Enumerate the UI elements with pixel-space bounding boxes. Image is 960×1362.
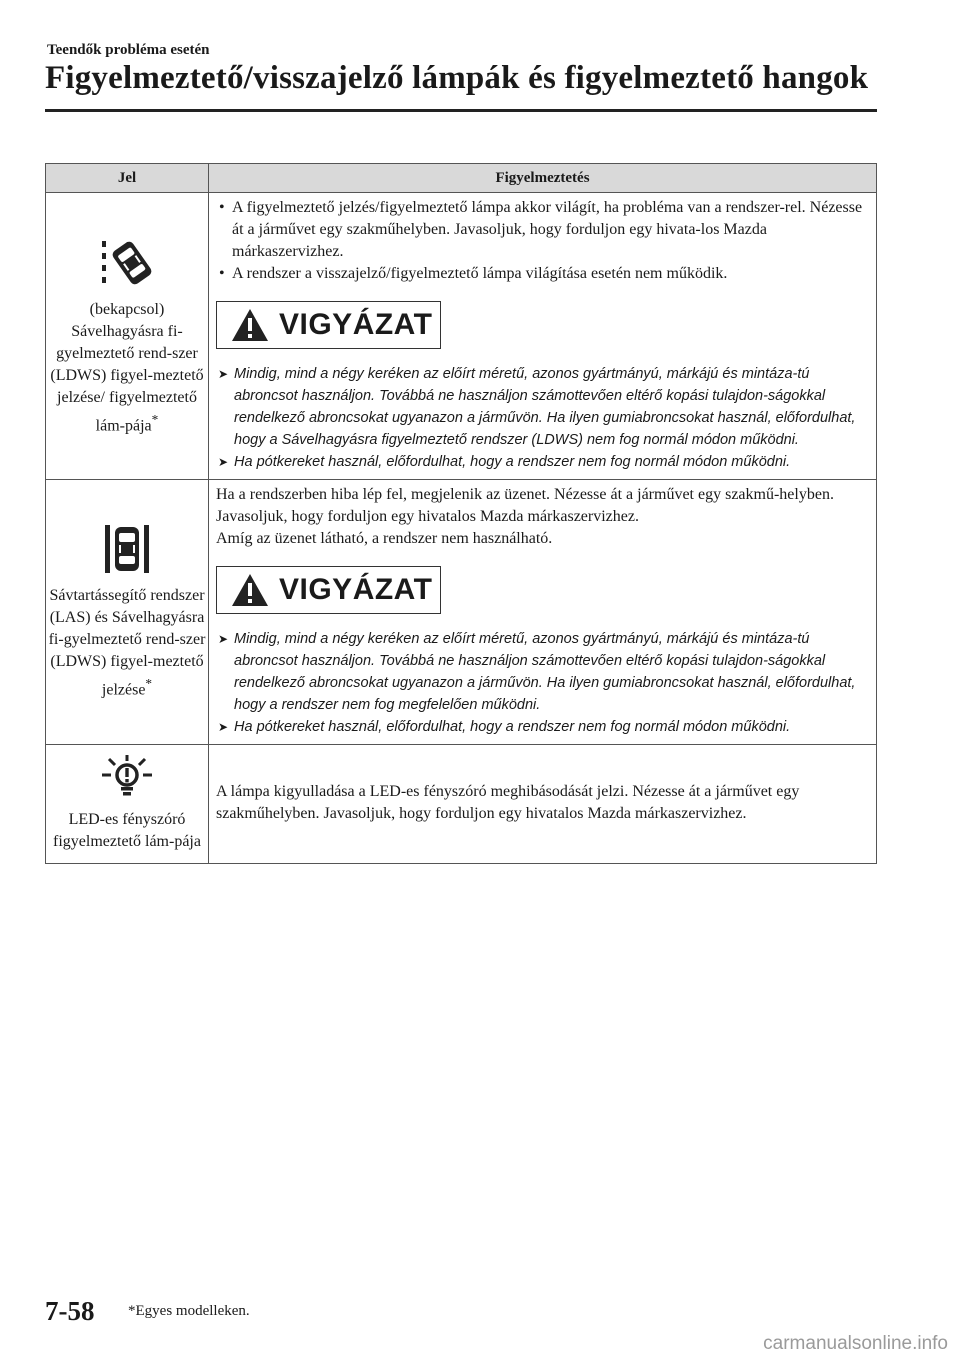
column-header-symbol: Jel <box>46 164 209 193</box>
list-item: • A rendszer a visszajelző/figyelmeztető lámpa világítása esetén nem működik. <box>219 265 728 282</box>
caution-item: ➤ Mindig, mind a négy keréken az előírt méretű, azonos gyártmányú, márkájú és mintáza-tú abroncsot használjon. Továbbá ne használjon számottevően eltérő kopási tulajdon-ságokkal rendelkező abroncsokat ugyanazon a járművön. Ha ilyen gumiabroncsokat használ, előfordulhat, hogy a Sávelhagyásra figyelmeztető rendszer (LDWS) nem fog normál módon működni. <box>218 366 856 448</box>
symbol-label: Sávtartássegítő rendszer (LAS) és Sávelhagyásra fi-gyelmeztető rend-szer (LDWS) figyel-meztető jelzése* <box>48 586 206 699</box>
page-title: Figyelmeztető/visszajelző lámpák és figyelmeztető hangok <box>45 60 869 96</box>
column-header-warning: Figyelmeztetés <box>209 164 877 193</box>
footnote: *Egyes modelleken. <box>128 1303 250 1319</box>
list-item: • A figyelmeztető jelzés/figyelmeztető lámpa akkor világít, ha probléma van a rendszer-rel. Nézesse át a járművet egy szakműhelyben. Javasoljuk, hogy forduljon egy hivata-los Mazda márkaszervizhez. <box>219 199 863 260</box>
caution-box <box>216 301 441 349</box>
table-header-row <box>46 164 877 193</box>
led-headlight-warning-icon <box>99 755 155 799</box>
symbol-label: (bekapcsol) Sávelhagyásra fi-gyelmeztető rend-szer (LDWS) figyel-meztető jelzése/ figyelmeztető lám-pája* <box>50 300 204 435</box>
page-number: 7-58 <box>45 1296 95 1326</box>
symbol-cell <box>46 193 209 480</box>
table-row <box>46 480 877 745</box>
caution-label: VIGYÁZAT <box>279 308 433 341</box>
title-rule <box>45 109 877 112</box>
description-paragraph: Ha a rendszerben hiba lép fel, megjelenik az üzenet. Nézesse át a járművet egy szakmű-helyben. Javasoljuk, hogy forduljon egy hivatalos Mazda márkaszervizhez. <box>216 486 834 525</box>
warning-cell <box>209 193 877 480</box>
warning-cell <box>209 480 877 745</box>
symbol-cell <box>46 745 209 864</box>
caution-label: VIGYÁZAT <box>279 573 433 606</box>
watermark: carmanualsonline.info <box>763 1333 948 1354</box>
symbol-label: LED-es fényszóró figyelmeztető lám-pája <box>53 811 201 850</box>
description-paragraph: Amíg az üzenet látható, a rendszer nem használható. <box>216 530 553 547</box>
warning-triangle-icon <box>231 308 269 342</box>
caution-item: ➤ Ha pótkereket használ, előfordulhat, hogy a rendszer nem fog normál módon működni. <box>218 454 791 470</box>
description-paragraph: A lámpa kigyulladása a LED-es fényszóró meghibásodását jelzi. Nézesse át a járművet egy szakműhelyben. Javasoljuk, hogy forduljon egy hivatalos Mazda márkaszervizhez. <box>216 783 800 822</box>
lane-keep-assist-icon <box>104 523 150 575</box>
table-row <box>46 193 877 480</box>
table-row <box>46 745 877 864</box>
symbol-cell <box>46 480 209 745</box>
lane-departure-warning-icon <box>100 235 154 289</box>
section-label: Teendők probléma esetén <box>47 42 210 58</box>
warning-cell <box>209 745 877 864</box>
caution-box <box>216 566 441 614</box>
warning-triangle-icon <box>231 573 269 607</box>
caution-item: ➤ Ha pótkereket használ, előfordulhat, hogy a rendszer nem fog normál módon működni. <box>218 719 791 735</box>
warning-table <box>45 163 877 864</box>
caution-item: ➤ Mindig, mind a négy keréken az előírt méretű, azonos gyártmányú, márkájú és mintáza-tú abroncsot használjon. Továbbá ne használjon számottevően eltérő kopási tulajdon-ságokkal rendelkező abroncsokat ugyanazon a járművön. Ha ilyen gumiabroncsokat használ, előfordulhat, hogy a rendszer nem fog megfelelően működni. <box>218 631 856 713</box>
